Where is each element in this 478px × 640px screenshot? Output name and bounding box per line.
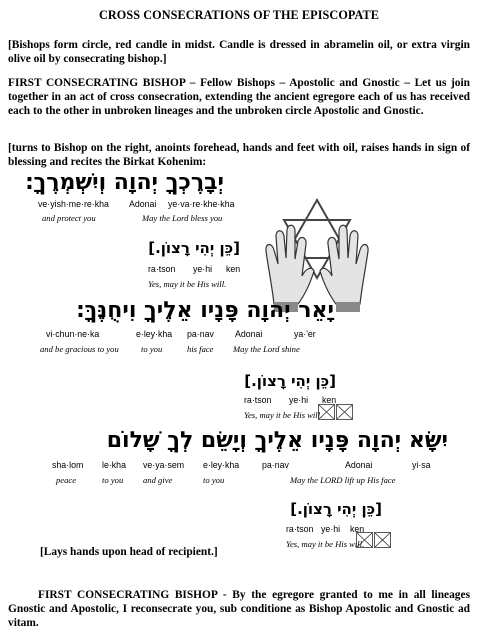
english-1b: May the Lord bless you — [142, 213, 223, 223]
translit-1c: ye·va·re·khe·kha — [168, 199, 235, 209]
rubric-anointing: [turns to Bishop on the right, anoints forehead, hands and feet with oil, raises hands in sign of blessing and recites the Birkat Kohenim: — [8, 142, 470, 169]
translit-r3a: ra·tson — [286, 524, 314, 534]
hebrew-line-2: יָאֵר יְהוָה פָּנָיו אֵלֶיךָ וִיחֻנֶּךָּ׃ — [76, 298, 334, 323]
translit-3b: le·kha — [102, 460, 126, 470]
english-2c: his face — [187, 344, 214, 354]
translit-r1a: ra·tson — [148, 264, 176, 274]
placeholder-boxes-icon — [356, 532, 392, 548]
translit-r2b: ye·hi — [289, 395, 309, 405]
bishop-invitation: FIRST CONSECRATING BISHOP – Fellow Bishops – Apostolic and Gnostic – Let us join together in an act of cross consecration, extending the ancient egregore each of us has received each to the other in unbroken lineages and the unbroken circle Apostolic and Gnostic. — [8, 77, 470, 118]
english-3d: to you — [203, 475, 225, 485]
english-2b: to you — [141, 344, 163, 354]
english-2a: and be gracious to you — [40, 344, 119, 354]
hebrew-line-3: יִשָּׂא יְהוָה פָּנָיו אֵלֶיךָ וְיָשֵׂם לְךָ שָׁלוֹם — [106, 428, 448, 453]
translit-3e: pa·nav — [262, 460, 289, 470]
english-r1: Yes, may it be His will. — [148, 279, 227, 289]
translit-r2c: ken — [322, 395, 337, 405]
translit-2e: ya·'er — [294, 329, 316, 339]
translit-3g: yi·sa — [412, 460, 431, 470]
english-3c: and give — [143, 475, 173, 485]
translit-2c: pa·nav — [187, 329, 214, 339]
rubric-laying-hands: [Lays hands upon head of recipient.] — [40, 546, 218, 558]
english-3a: peace — [56, 475, 77, 485]
translit-3c: ve·ya·sem — [143, 460, 185, 470]
translit-r3b: ye·hi — [321, 524, 341, 534]
translit-1b: Adonai — [129, 199, 157, 209]
hebrew-response-3: [כֵּן יְהִי רָצוֹן.] — [290, 500, 382, 518]
translit-3a: sha·lom — [52, 460, 84, 470]
translit-r2a: ra·tson — [244, 395, 272, 405]
translit-3f: Adonai — [345, 460, 373, 470]
translit-r1b: ye·hi — [193, 264, 213, 274]
priestly-blessing-hands-icon — [252, 196, 382, 314]
translit-2d: Adonai — [235, 329, 263, 339]
english-2d: May the Lord shine — [233, 344, 300, 354]
translit-3d: e·ley·kha — [203, 460, 240, 470]
bishop-reconsecration: FIRST CONSECRATING BISHOP - By the egregore granted to me in all lineages Gnostic and Apostolic, I reconsecrate you, sub conditione as Bishop Apostolic and Gnostic ad vitam. — [8, 589, 470, 630]
rubric-candle: [Bishops form circle, red candle in midst. Candle is dressed in abramelin oil, or extra virgin olive oil by consecrating bishop.] — [8, 39, 470, 66]
english-3e: May the LORD lift up His face — [290, 475, 396, 485]
translit-2a: vi·chun·ne·ka — [46, 329, 100, 339]
translit-r3c: ken — [350, 524, 365, 534]
translit-r1c: ken — [226, 264, 241, 274]
english-3b: to you — [102, 475, 124, 485]
translit-1a: ve·yish·me·re·kha — [38, 199, 109, 209]
english-r3: Yes, may it be His will. — [286, 539, 365, 549]
page-title: CROSS CONSECRATIONS OF THE EPISCOPATE — [98, 8, 379, 22]
hebrew-response-2: [כֵּן יְהִי רָצוֹן.] — [244, 372, 336, 390]
translit-2b: e·ley·kha — [136, 329, 173, 339]
english-r2: Yes, may it be His will. — [244, 410, 323, 420]
hebrew-response-1: [כֵּן יְהִי רָצוֹן.] — [148, 239, 240, 257]
hebrew-line-1: יְבָרֶכְךָ יְהוָה וְיִשְׁמְרֶךָ׃ — [25, 170, 224, 195]
english-1a: and protect you — [42, 213, 96, 223]
placeholder-boxes-icon — [318, 404, 354, 420]
